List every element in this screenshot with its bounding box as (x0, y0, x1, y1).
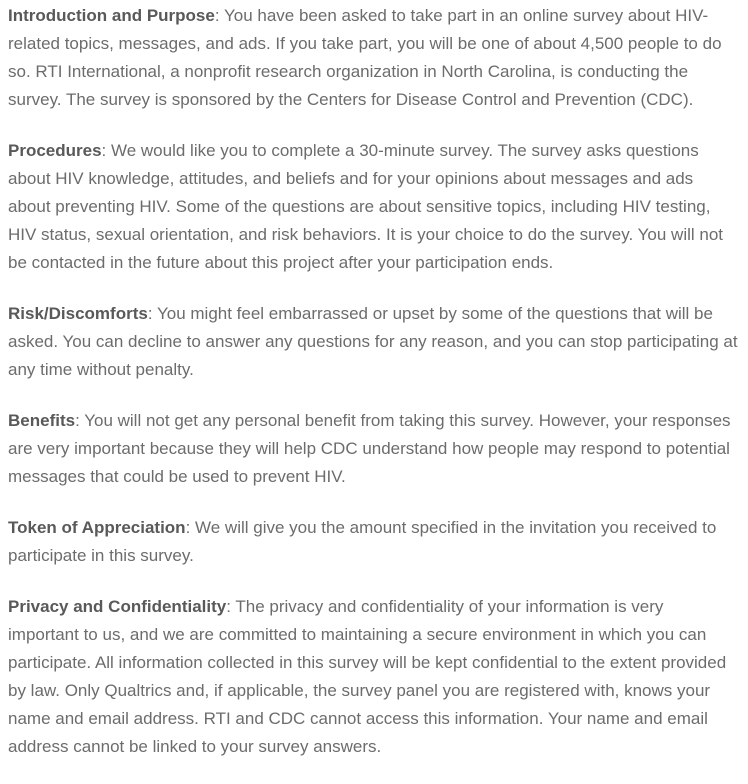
section-label-risk-discomforts: Risk/Discomforts (8, 304, 148, 323)
paragraph-risk-discomforts (8, 300, 738, 384)
section-body-privacy-and-confidentiality: : The privacy and confidentiality of your information is very important to us, and we are committed to maintaining a secure environment in which you can participate. All information collected in this survey will be kept confidential to the extent provided by law. Only Qualtrics and, if applicable, the survey panel you are registered with, knows your name and email address. RTI and CDC cannot access this information. Your name and email address cannot be linked to your survey answers. (8, 597, 727, 756)
paragraph-benefits (8, 407, 738, 491)
paragraph-procedures (8, 137, 738, 277)
paragraph-token-of-appreciation (8, 514, 738, 570)
section-label-privacy-and-confidentiality: Privacy and Confidentiality (8, 597, 227, 616)
section-body-procedures: : We would like you to complete a 30-minute survey. The survey asks questions about HIV knowledge, attitudes, and beliefs and for your opinions about messages and ads about preventing HIV. Some of the questions are about sensitive topics, including HIV testing, HIV status, sexual orientation, and risk behaviors. It is your choice to do the survey. You will not be contacted in the future about this project after your participation ends. (8, 141, 724, 272)
section-label-introduction-and-purpose: Introduction and Purpose (8, 6, 215, 25)
paragraph-privacy-and-confidentiality (8, 593, 738, 761)
section-label-procedures: Procedures (8, 141, 102, 160)
section-body-risk-discomforts: : You might feel embarrassed or upset by some of the questions that will be asked. You can decline to answer any questions for any reason, and you can stop participating at any time without penalty. (8, 304, 738, 379)
section-body-introduction-and-purpose: : You have been asked to take part in an online survey about HIV-related topics, messages, and ads. If you take part, you will be one of about 4,500 people to do so. RTI International, a nonprofit research organization in North Carolina, is conducting the survey. The survey is sponsored by the Centers for Disease Control and Prevention (CDC). (8, 6, 722, 109)
section-label-token-of-appreciation: Token of Appreciation (8, 518, 186, 537)
section-label-benefits: Benefits (8, 411, 76, 430)
section-body-token-of-appreciation: : We will give you the amount specified in the invitation you received to participate in this survey. (8, 518, 717, 565)
paragraph-introduction-and-purpose (8, 2, 738, 114)
section-body-benefits: : You will not get any personal benefit from taking this survey. However, your responses are very important because they will help CDC understand how people may respond to potential messages that could be used to prevent HIV. (8, 411, 731, 486)
